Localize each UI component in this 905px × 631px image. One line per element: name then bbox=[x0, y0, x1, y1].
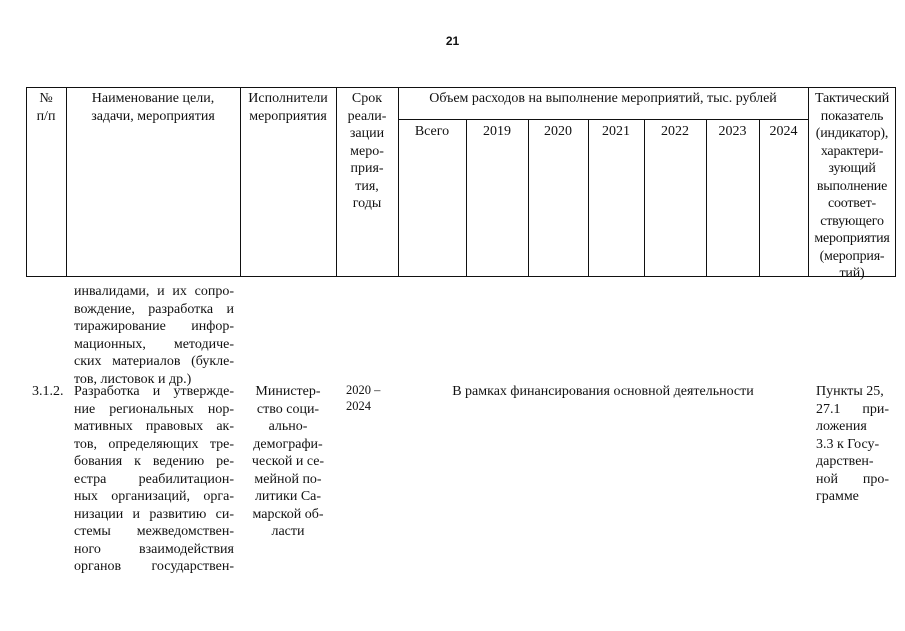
text-line: ных организаций, орга- bbox=[74, 489, 234, 504]
row-number: 3.1.2. bbox=[32, 384, 64, 399]
text-line: низации и развитию си- bbox=[74, 506, 234, 522]
row-term: 2020 – 2024 bbox=[346, 383, 381, 413]
text-line: естра реабилитацион- bbox=[74, 471, 234, 487]
text-line: ного взаимодействия bbox=[74, 541, 234, 557]
column-divider bbox=[398, 87, 399, 277]
text-line: Разработка и утвержде- bbox=[74, 384, 234, 399]
header-year: 2019 bbox=[483, 124, 511, 139]
column-divider bbox=[759, 119, 760, 277]
row-name bbox=[74, 383, 234, 576]
text-line: бования к ведению ре- bbox=[74, 454, 234, 469]
row-executor: Министер- ство соци- ально- демографи- ческой и се- мейной по- литики Са- марской об- ласти bbox=[251, 384, 325, 539]
column-divider bbox=[588, 119, 589, 277]
column-divider bbox=[644, 119, 645, 277]
text-line: органов государствен- bbox=[74, 559, 234, 574]
text-line: 3.3 к Госу- bbox=[816, 436, 880, 452]
header-total: Всего bbox=[414, 124, 450, 139]
row-financing: В рамках финансирования основной деятельности bbox=[452, 384, 754, 399]
text-line: ной про- bbox=[816, 471, 889, 487]
header-indicator: Тактический показатель (индикатор), характери- зующий выполнение соответ- ствующего мероприятия (мероприя- тий) bbox=[814, 91, 890, 281]
text-line: ние региональных нор- bbox=[74, 401, 234, 417]
header-year: 2022 bbox=[661, 124, 689, 139]
text-line: мативных правовых ак- bbox=[74, 419, 234, 434]
text-line: инвалидами, и их сопро- bbox=[74, 284, 234, 299]
header-term: Срок реали- зации меро- прия- тия, годы bbox=[347, 91, 387, 211]
header-year: 2021 bbox=[602, 124, 630, 139]
text-line: тов, определяющих тре- bbox=[74, 436, 234, 452]
expenses-subheader-line bbox=[398, 119, 808, 120]
header-executors: Исполнители мероприятия bbox=[248, 91, 328, 124]
column-divider bbox=[528, 119, 529, 277]
text-line: Пункты 25, bbox=[816, 384, 884, 399]
text-line: 27.1 при- bbox=[816, 401, 889, 417]
row-indicator bbox=[816, 383, 889, 506]
text-line: мационных, методиче- bbox=[74, 336, 234, 352]
header-year: 2020 bbox=[544, 124, 572, 139]
header-expenses: Объем расходов на выполнение мероприятий, тыс. рублей bbox=[429, 91, 777, 106]
text-line: ских материалов (букле- bbox=[74, 354, 234, 369]
text-line: грамме bbox=[816, 489, 859, 504]
text-line: тиражирование инфор- bbox=[74, 319, 234, 334]
header-name: Наименование цели, задачи, мероприятия bbox=[91, 91, 215, 124]
continuation-text bbox=[74, 283, 234, 388]
text-line: вождение, разработка и bbox=[74, 301, 234, 317]
column-divider bbox=[466, 119, 467, 277]
text-line: стемы межведомствен- bbox=[74, 524, 234, 539]
text-line: дарствен- bbox=[816, 454, 874, 469]
column-divider bbox=[706, 119, 707, 277]
header-year: 2024 bbox=[769, 124, 798, 139]
header-year: 2023 bbox=[718, 124, 747, 139]
page-number: 21 bbox=[445, 34, 460, 48]
text-line: ложения bbox=[816, 419, 867, 434]
text-line: тов, листовок и др.) bbox=[74, 371, 192, 387]
header-num: № п/п bbox=[36, 91, 56, 124]
